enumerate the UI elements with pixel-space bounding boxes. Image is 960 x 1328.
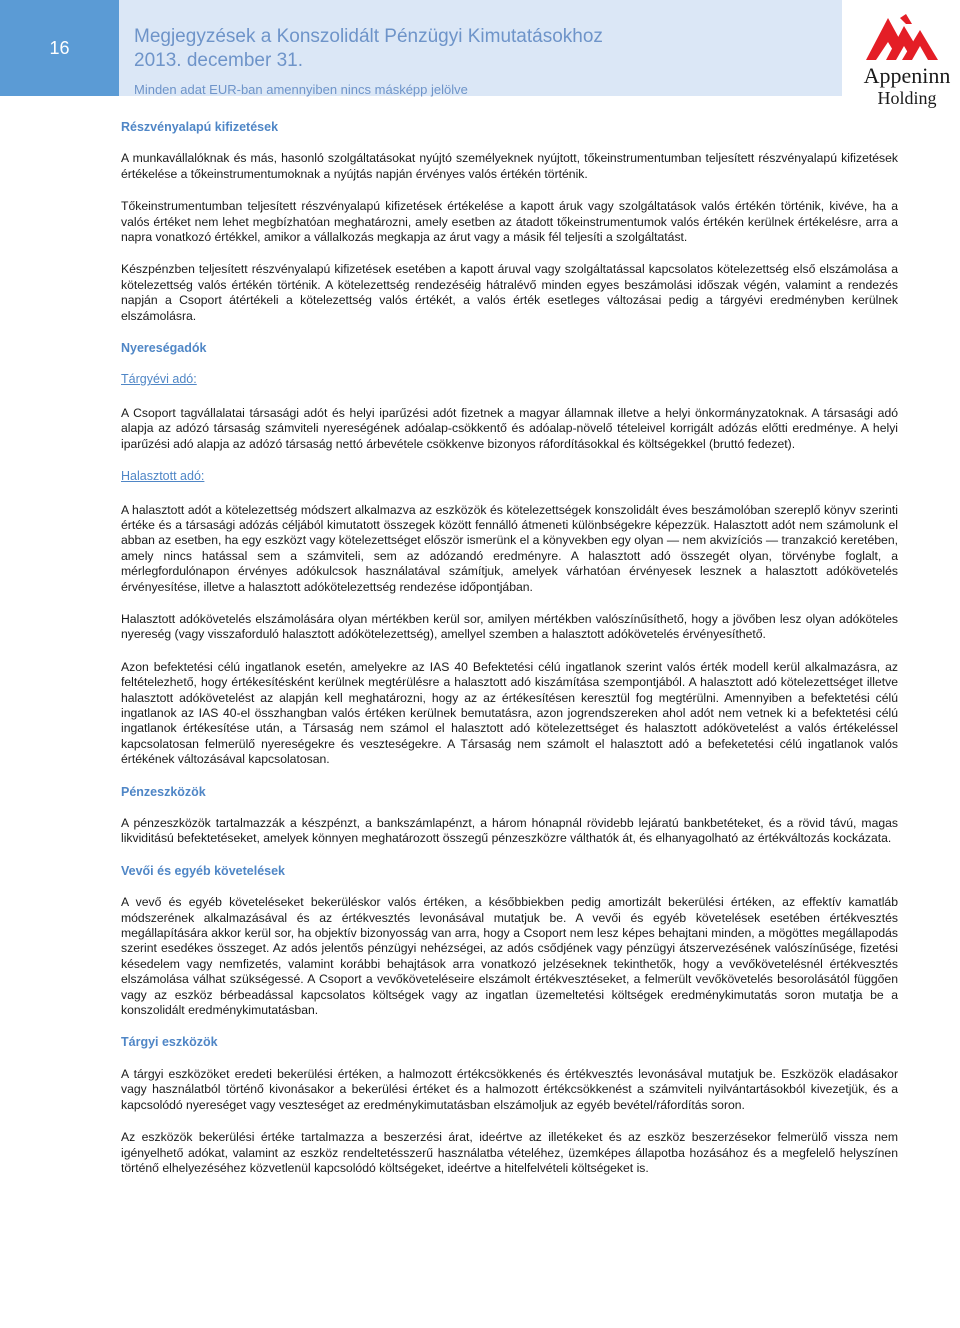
document-title: Megjegyzések a Konszolidált Pénzügyi Kimutatásokhoz [134,26,603,47]
paragraph: A Csoport tagvállalatai társasági adót és helyi iparűzési adót fizetnek a magyar államnak illetve a helyi önkormányzatoknak. A társasági adó alapja az adózó társaság számviteli nyereségének adóalap-csökkentő és adóalap-növelő tételeivel korrigált adózás előtti eredménye. A helyi iparűzési adó alapja az adózó társaság nettó árbevétele csökkenve bizonyos ráfordításokkal és költségekkel (bruttó fedezet). [121,405,898,451]
page-number: 16 [0,0,119,96]
document-date: 2013. december 31. [134,50,304,71]
paragraph: A tárgyi eszközöket eredeti bekerülési értéken, a halmozott értékcsökkenés és értékvesztés levonásával mutatjuk be. Eszközök eladásakor vagy használatból történő kivonásakor a bekerülési értéket és a halmozott értékcsökkenést a számviteli nyilvántartásokból kivezetjük, és a kapcsolódó nyereséget vagy veszteséget az eredménykimutatásban elszámoljuk az egyéb bevétel/ráfordítás soron. [121,1066,898,1112]
logo-subtitle: Holding [877,88,937,108]
section-heading: Nyereségadók [121,341,207,356]
paragraph: Az eszközök bekerülési értéke tartalmazza a beszerzési árat, ideértve az illetékeket és az eszköz beszerzésekor felmerülő vissza nem igényelhető adókat, valamint az eszköz rendeltetésszerű használatba vételéhez, üzemképes állapotba hozásához és a megfelelő helyszínen történő elhelyezéséhez közvetlenül kapcsolódó költségeket, ideértve a hitelfelvételi költségeket is. [121,1130,898,1175]
paragraph: Azon befektetési célú ingatlanok esetén, amelyekre az IAS 40 Befektetési célú ingatlanok szerint valós érték modell kerül alkalmazásra, az feltételezhető, hogy értékesítésként kerülnek megtérülésre a halasztott adó kiszámítása szempontjából. A halasztott adó kötelezettséget illetve halasztott adókövetelést az alapján kell meghatározni, hogy az az értékesítésen keresztül fog megtérülni. Amennyiben a befektetési célú ingatlanok az IAS 40-el összhangban valós értéken kerülnek bemutatásra, azon jogrendszereken ahol adót nem vetnek ki a befektetési célú ingatlanok értékesítése után, a Társaság nem számol el halasztott adó kötelezettséget és halasztott adókövetelést a valós értékeléssel kapcsolatosan felmerülő nyereségekre és veszteségekre. A Társaság nem számolt el halasztott adó a befeketetési célú ingatlanok valós értékének változásával kapcsolatosan. [121,659,898,767]
logo-name: Appeninn [863,63,951,88]
section-heading: Tárgyi eszközök [121,1035,218,1050]
paragraph: A pénzeszközök tartalmazzák a készpénzt, a bankszámlapénzt, a három hónapnál rövidebb lejáratú bankbetéteket, és a rövid távú, magas likviditású befektetéseket, amelyek könnyen meghatározott összegű pénzeszközre válthatók át, és elhanyagolható az értékváltozás kockázata. [121,816,898,846]
subsection-heading: Halasztott adó: [121,469,205,484]
paragraph: A vevő és egyéb követeléseket bekerüléskor valós értéken, a későbbiekben pedig amortizált bekerülési értéken, az effektív kamatláb módszerének alkalmazásával és az értékvesztés levonásával mutatjuk be. A vevői és egyéb követelések esetében értékvesztés megállapítására akkor kerül sor, ha objektív bizonyosság van arra, hogy a Csoport nem lesz képes behajtani minden, a mögöttes megállapodás szerint esedékes összeget. Az adós jelentős pénzügyi nehézségei, az adós csődjének vagy pénzügyi átszervezésének valószínűsége, fizetési késedelem vagy nemfizetés, valamint korábbi behajtások arra vonatkozó jelzéseknek tekinthetők, hogy a vevőkövetelésnél értékvesztés elszámolása válhat szükségessé. A Csoport a vevőköveteléseire elszámolt értékvesztéseket, a felmerült vevőkövetelés besorolásától függően vagy az eszköz bérbeadással kapcsolatos költségek vagy az ingatlan üzemeltetési költségek eredménykimutatás soron mutatja be a konszolidált eredménykimutatásban. [121,895,898,1018]
section-heading: Vevői és egyéb követelések [121,863,285,878]
paragraph: A halasztott adót a kötelezettség módszert alkalmazva az eszközök és kötelezettségek konszolidált éves beszámolóban szereplő könyv szerinti értéke és a társasági adózás céljából kimutatott összegek között fennálló átmeneti különbségekre képezzük. Halasztott adót nem számolunk el abban az esetben, ha egy eszközt vagy kötelezettséget először ismerünk el a könyvekben egy olyan — nem akvizíciós — tranzakció keretében, amely nincs hatással sem a számviteli, sem az adózandó eredményre. A halasztott adó összegét olyan, törvénybe foglalt, a mérlegfordulónapon érvényes adókulcsok használatával számítjuk, amelyek várhatóan érvényesek lesznek a halasztott adókövetelés érvényesítése, illetve a halasztott adókötelezettség rendezése időpontjában. [121,502,898,594]
section-heading: Részvényalapú kifizetések [121,120,279,134]
paragraph: Készpénzben teljesített részvényalapú kifizetések esetében a kapott áruval vagy szolgáltatással kapcsolatos kötelezettség első elszámolása a kötelezettség valós értékén történik. A kötelezettség rendezéséig hátralévő minden egyes beszámolási időszak végén, valamint a rendezés napján a Csoport átértékeli a kötelezettség valós értékét, a valós érték esetleges változásai pedig a tárgyévi eredményben kerülnek elszámolásra. [121,262,898,323]
paragraph: Tőkeinstrumentumban teljesített részvényalapú kifizetések értékelése a kapott áruk vagy szolgáltatások valós értékén történik, kivéve, ha a valós értéket nem lehet megbízhatóan meghatározni, amely esetben az átadott tőkeinstrumentumok valós értékén kerülnek értékelésre, arra a napra vonatkozó értékkel, amikor a vállalkozás megkapja az árut vagy a másik fél teljesíti a szolgáltatást. [121,199,898,245]
mountain-logo-icon [866,12,938,62]
document-body [121,120,898,1193]
page-header [0,0,960,108]
paragraph: Halasztott adókövetelés elszámolására olyan mértékben kerül sor, amilyen mértékben valószínűsíthető, hogy a jövőben lesz olyan adóköteles nyereség (vagy visszaforduló halasztott adókötelezettség), amellyel szemben a halasztott adókövetelés érvényesíthető. [121,611,898,642]
paragraph: A munkavállalóknak és más, hasonló szolgáltatásokat nyújtó személyeknek nyújtott, tőkeinstrumentumban teljesített részvényalapú kifizetések értékelése a tőkeinstrumentumoknak a nyújtás napján érvényes valós értékén történik. [121,151,898,181]
company-logo [844,6,960,110]
subsection-heading: Tárgyévi adó: [121,372,197,387]
section-heading: Pénzeszközök [121,784,206,799]
currency-note: Minden adat EUR-ban amennyiben nincs másképp jelölve [134,82,468,97]
